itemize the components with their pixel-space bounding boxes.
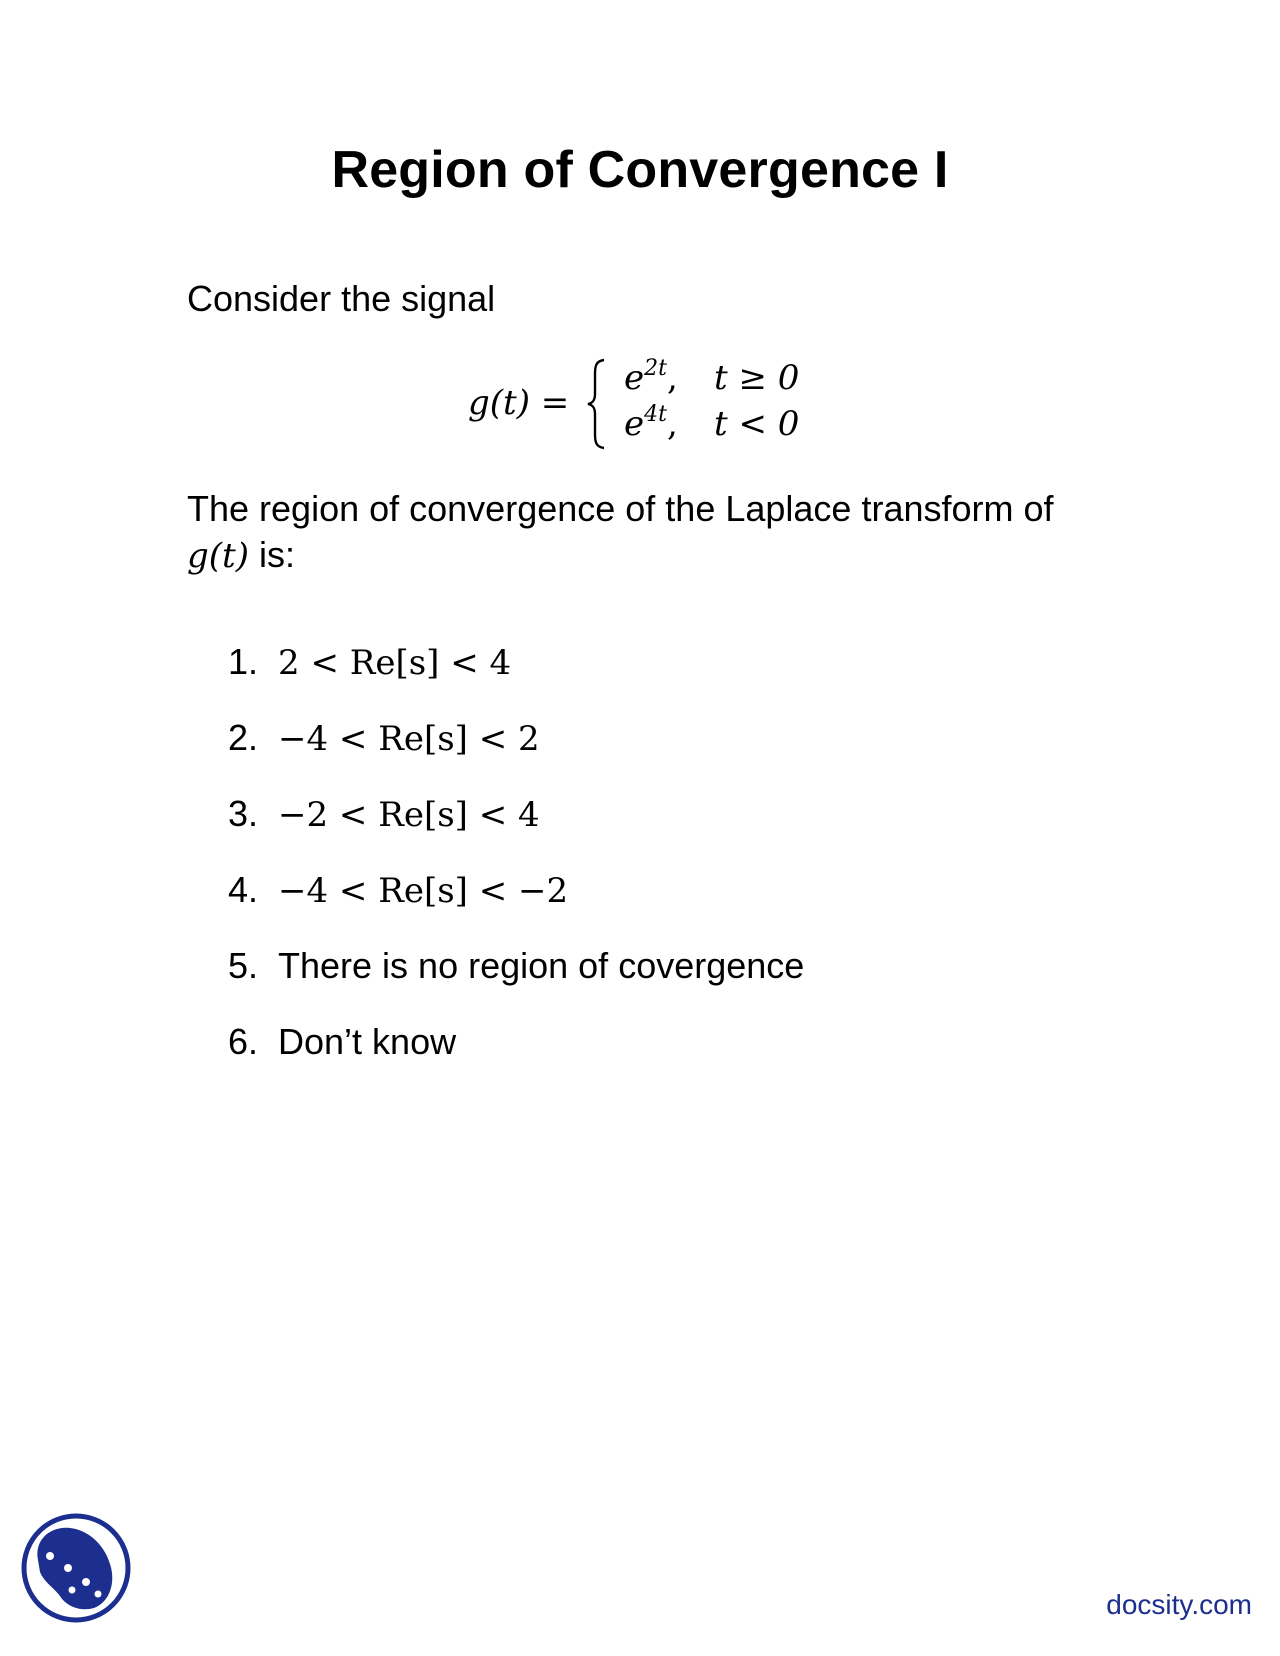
answer-options-list (228, 640, 804, 1096)
option-text: Don’t know (278, 1021, 457, 1062)
question-math: g(t) (187, 536, 249, 576)
equation-case-row (624, 404, 799, 444)
case-comma: , (666, 358, 678, 398)
answer-option[interactable] (228, 716, 804, 792)
option-text: −2 < Re[s] < 4 (278, 795, 540, 835)
case-base: e (624, 404, 645, 444)
option-number: 6. (228, 1021, 259, 1062)
option-text: 2 < Re[s] < 4 (278, 643, 512, 683)
docsity-logo-icon[interactable] (20, 1512, 132, 1624)
answer-option[interactable] (228, 792, 804, 868)
option-number: 1. (228, 641, 259, 682)
answer-option[interactable] (228, 944, 804, 1020)
question-suffix: is: (248, 534, 295, 575)
option-text: −4 < Re[s] < 2 (278, 719, 540, 759)
brand-link[interactable]: docsity.com (1106, 1589, 1252, 1620)
equation-lhs: g(t) = (468, 383, 570, 423)
option-number: 2. (228, 717, 259, 758)
option-number: 5. (228, 945, 259, 986)
intro-text: Consider the signal (187, 278, 496, 319)
case-base: e (624, 358, 645, 398)
left-brace-icon (586, 358, 608, 450)
page-title: Region of Convergence I (331, 141, 949, 199)
answer-option[interactable] (228, 868, 804, 944)
answer-option[interactable] (228, 1020, 804, 1096)
case-condition: t ≥ 0 (714, 358, 800, 398)
piecewise-equation (468, 352, 828, 456)
question-prompt: The region of convergence of the Laplace transform of (187, 488, 1054, 529)
question-text (187, 486, 1147, 579)
option-text: −4 < Re[s] < −2 (278, 871, 569, 911)
option-number: 3. (228, 793, 259, 834)
case-exponent: 2t (644, 356, 667, 381)
answer-option[interactable] (228, 640, 804, 716)
case-condition: t < 0 (714, 404, 800, 444)
option-number: 4. (228, 869, 259, 910)
equation-case-row (624, 358, 799, 398)
option-text: There is no region of covergence (278, 945, 805, 986)
case-comma: , (666, 404, 678, 444)
case-exponent: 4t (644, 402, 667, 427)
